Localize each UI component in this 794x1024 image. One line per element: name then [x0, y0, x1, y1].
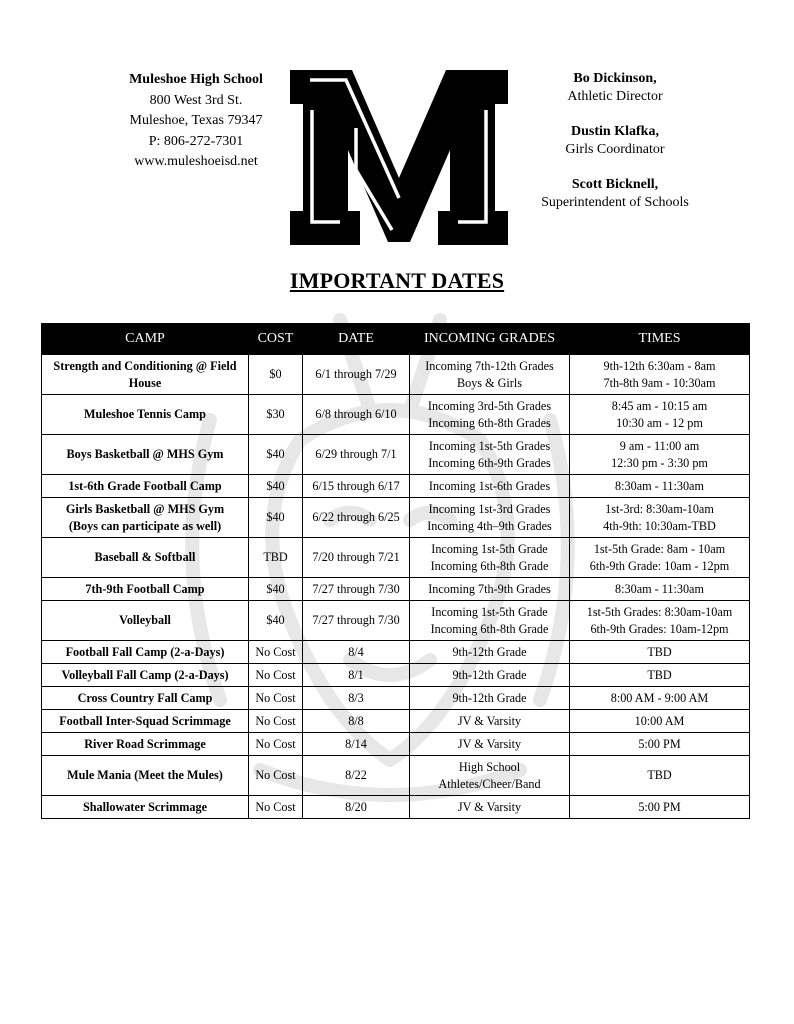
- date-cell: 7/20 through 7/21: [303, 538, 410, 578]
- camp-cell: Mule Mania (Meet the Mules): [42, 756, 249, 796]
- cost-cell: $40: [249, 601, 303, 641]
- grades-cell: Incoming 1st-5th Grade Incoming 6th-8th Grade: [410, 538, 570, 578]
- times-cell: 1st-3rd: 8:30am-10am 4th-9th: 10:30am-TBD: [570, 498, 750, 538]
- date-cell: 6/22 through 6/25: [303, 498, 410, 538]
- times-cell: 9 am - 11:00 am 12:30 pm - 3:30 pm: [570, 435, 750, 475]
- grades-cell: Incoming 3rd-5th Grades Incoming 6th-8th Grades: [410, 395, 570, 435]
- school-name: Muleshoe High School: [129, 72, 263, 87]
- school-phone: P: 806-272-7301: [148, 133, 244, 149]
- cost-cell: No Cost: [249, 687, 303, 710]
- times-cell: 10:00 AM: [570, 710, 750, 733]
- date-cell: 6/29 through 7/1: [303, 435, 410, 475]
- cost-cell: No Cost: [249, 710, 303, 733]
- column-header-date: DATE: [303, 324, 410, 355]
- date-cell: 8/22: [303, 756, 410, 796]
- camp-cell: Boys Basketball @ MHS Gym: [42, 435, 249, 475]
- camp-cell: Cross Country Fall Camp: [42, 687, 249, 710]
- table-row: [42, 710, 750, 733]
- column-header-grades: INCOMING GRADES: [410, 324, 570, 355]
- staff-contact-block: [522, 70, 708, 229]
- table-row: [42, 578, 750, 601]
- date-cell: 8/8: [303, 710, 410, 733]
- camp-cell: River Road Scrimmage: [42, 733, 249, 756]
- staff-member: [522, 70, 708, 106]
- date-cell: 8/1: [303, 664, 410, 687]
- date-cell: 8/4: [303, 641, 410, 664]
- camp-cell: Strength and Conditioning @ Field House: [42, 355, 249, 395]
- cost-cell: No Cost: [249, 796, 303, 819]
- cost-cell: No Cost: [249, 664, 303, 687]
- staff-name: Dustin Klafka,: [571, 124, 659, 139]
- times-cell: 8:45 am - 10:15 am 10:30 am - 12 pm: [570, 395, 750, 435]
- letter-m-logo-icon: [290, 70, 508, 245]
- column-header-cost: COST: [249, 324, 303, 355]
- page-title: IMPORTANT DATES: [289, 268, 505, 293]
- school-city: Muleshoe, Texas 79347: [129, 113, 263, 128]
- times-cell: 8:30am - 11:30am: [570, 475, 750, 498]
- date-cell: 8/14: [303, 733, 410, 756]
- grades-cell: JV & Varsity: [410, 796, 570, 819]
- grades-cell: JV & Varsity: [410, 733, 570, 756]
- school-website: www.muleshoeisd.net: [134, 154, 258, 169]
- times-cell: 5:00 PM: [570, 796, 750, 819]
- cost-cell: TBD: [249, 538, 303, 578]
- times-cell: TBD: [570, 756, 750, 796]
- grades-cell: 9th-12th Grade: [410, 687, 570, 710]
- camp-cell: Volleyball: [42, 601, 249, 641]
- staff-name: Bo Dickinson,: [573, 71, 657, 86]
- grades-cell: Incoming 1st-5th Grades Incoming 6th-9th Grades: [410, 435, 570, 475]
- cost-cell: $40: [249, 475, 303, 498]
- table-row: [42, 641, 750, 664]
- date-cell: 8/20: [303, 796, 410, 819]
- times-cell: 1st-5th Grade: 8am - 10am 6th-9th Grade: 10am - 12pm: [570, 538, 750, 578]
- grades-cell: Incoming 1st-5th Grade Incoming 6th-8th Grade: [410, 601, 570, 641]
- table-row: [42, 664, 750, 687]
- grades-cell: Incoming 7th-12th Grades Boys & Girls: [410, 355, 570, 395]
- times-cell: TBD: [570, 641, 750, 664]
- staff-title: Girls Coordinator: [565, 142, 665, 157]
- cost-cell: No Cost: [249, 641, 303, 664]
- date-cell: 6/15 through 6/17: [303, 475, 410, 498]
- times-cell: 1st-5th Grades: 8:30am-10am 6th-9th Grades: 10am-12pm: [570, 601, 750, 641]
- cost-cell: No Cost: [249, 756, 303, 796]
- grades-cell: Incoming 1st-3rd Grades Incoming 4th–9th Grades: [410, 498, 570, 538]
- date-cell: 7/27 through 7/30: [303, 578, 410, 601]
- school-contact-block: [96, 70, 296, 173]
- grades-cell: Incoming 7th-9th Grades: [410, 578, 570, 601]
- times-cell: 9th-12th 6:30am - 8am 7th-8th 9am - 10:30am: [570, 355, 750, 395]
- times-cell: TBD: [570, 664, 750, 687]
- times-cell: 8:30am - 11:30am: [570, 578, 750, 601]
- school-address: 800 West 3rd St.: [149, 92, 243, 108]
- table-row: [42, 756, 750, 796]
- date-cell: 7/27 through 7/30: [303, 601, 410, 641]
- table-row: [42, 687, 750, 710]
- table-header-row: [42, 324, 750, 355]
- table-row: [42, 498, 750, 538]
- cost-cell: No Cost: [249, 733, 303, 756]
- schedule-table: [41, 323, 750, 819]
- camp-cell: Football Inter-Squad Scrimmage: [42, 710, 249, 733]
- camp-cell: 1st-6th Grade Football Camp: [42, 475, 249, 498]
- column-header-camp: CAMP: [42, 324, 249, 355]
- camp-cell: Volleyball Fall Camp (2-a-Days): [42, 664, 249, 687]
- times-cell: 8:00 AM - 9:00 AM: [570, 687, 750, 710]
- cost-cell: $40: [249, 498, 303, 538]
- date-cell: 6/8 through 6/10: [303, 395, 410, 435]
- staff-title: Athletic Director: [567, 89, 663, 104]
- staff-name: Scott Bicknell,: [571, 177, 659, 192]
- camp-cell: Baseball & Softball: [42, 538, 249, 578]
- table-row: [42, 395, 750, 435]
- column-header-times: TIMES: [570, 324, 750, 355]
- camp-cell: Football Fall Camp (2-a-Days): [42, 641, 249, 664]
- table-row: [42, 435, 750, 475]
- grades-cell: 9th-12th Grade: [410, 664, 570, 687]
- date-cell: 8/3: [303, 687, 410, 710]
- grades-cell: High School Athletes/Cheer/Band: [410, 756, 570, 796]
- table-row: [42, 796, 750, 819]
- camp-cell: Shallowater Scrimmage: [42, 796, 249, 819]
- camp-cell: 7th-9th Football Camp: [42, 578, 249, 601]
- cost-cell: $30: [249, 395, 303, 435]
- table-row: [42, 475, 750, 498]
- table-row: [42, 355, 750, 395]
- table-row: [42, 733, 750, 756]
- table-row: [42, 601, 750, 641]
- staff-member: [522, 123, 708, 159]
- cost-cell: $40: [249, 578, 303, 601]
- camp-cell: Muleshoe Tennis Camp: [42, 395, 249, 435]
- times-cell: 5:00 PM: [570, 733, 750, 756]
- grades-cell: 9th-12th Grade: [410, 641, 570, 664]
- grades-cell: JV & Varsity: [410, 710, 570, 733]
- staff-title: Superintendent of Schools: [541, 195, 689, 210]
- cost-cell: $40: [249, 435, 303, 475]
- staff-member: [522, 176, 708, 212]
- date-cell: 6/1 through 7/29: [303, 355, 410, 395]
- cost-cell: $0: [249, 355, 303, 395]
- table-row: [42, 538, 750, 578]
- grades-cell: Incoming 1st-6th Grades: [410, 475, 570, 498]
- camp-cell: Girls Basketball @ MHS Gym (Boys can participate as well): [42, 498, 249, 538]
